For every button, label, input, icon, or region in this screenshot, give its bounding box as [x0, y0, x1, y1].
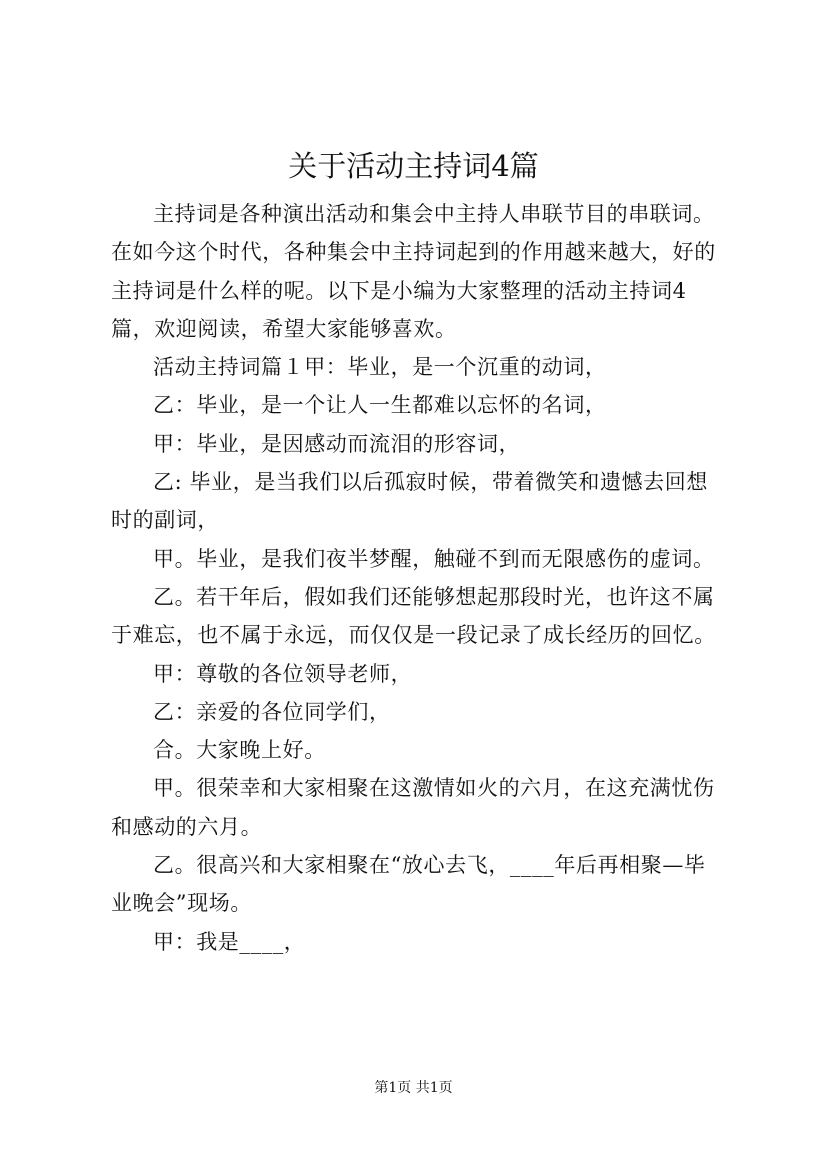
paragraph: 甲。很荣幸和大家相聚在这激情如火的六月，在这充满忧伤和感动的六月。	[111, 776, 715, 839]
paragraph: 甲：毕业，是因感动而流泪的形容词，	[153, 431, 521, 456]
paragraph: 活动主持词篇１甲：毕业，是一个沉重的动词，	[153, 355, 607, 380]
paragraph: 乙：毕业，是一个让人一生都难以忘怀的名词，	[153, 393, 607, 418]
page-footer: 第1页 共1页	[374, 1080, 453, 1096]
paragraph: 主持词是各种演出活动和集会中主持人串联节目的串联词。在如今这个时代，各种集会中主持词起到的作用越来越大，好的主持词是什么样的呢。以下是小编为大家整理的活动主持词4篇，欢迎阅读，希望大家能够喜欢。	[111, 202, 716, 341]
paragraph: 乙：亲爱的各位同学们，	[153, 699, 391, 724]
document-body	[111, 195, 727, 961]
paragraph: 合。大家晚上好。	[153, 738, 326, 763]
paragraph: 甲：尊敬的各位领导老师，	[153, 661, 413, 686]
document-title: 关于活动主持词4篇	[288, 149, 539, 183]
paragraph: 甲。毕业，是我们夜半梦醒，触碰不到而无限感伤的虚词。	[153, 546, 715, 571]
paragraph: 乙: 毕业，是当我们以后孤寂时候，带着微笑和遗憾去回想时的副词，	[111, 470, 708, 533]
paragraph: 乙。若干年后，假如我们还能够想起那段时光，也许这不属于难忘，也不属于永远，而仅仅是一段记录了成长经历的回忆。	[111, 584, 716, 648]
paragraph: 甲：我是____，	[153, 929, 306, 954]
paragraph: 乙。很高兴和大家相聚在“放心去飞，____年后再相聚—毕业晚会”现场。	[111, 853, 706, 916]
